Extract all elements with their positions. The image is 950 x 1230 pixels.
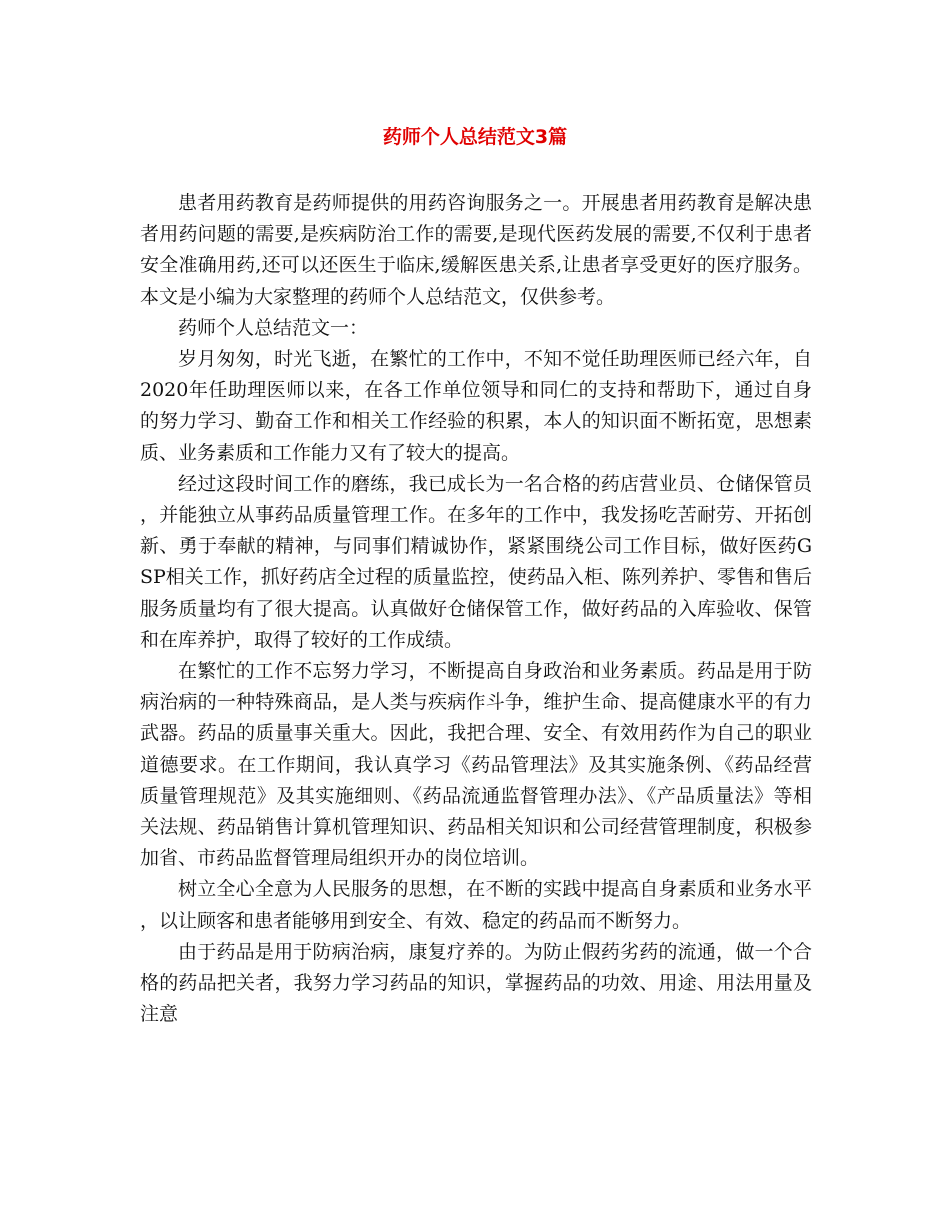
document-body [140, 188, 812, 1030]
paragraph-body: 岁月匆匆，时光飞逝，在繁忙的工作中，不知不觉任助理医师已经六年，自2020年任助理医师以来，在各工作单位领导和同仁的支持和帮助下，通过自身的努力学习、勤奋工作和相关工作经验的积累，本人的知识面不断拓宽，思想素质、业务素质和工作能力又有了较大的提高。 [140, 348, 812, 464]
document-title: 药师个人总结范文3篇 [382, 126, 568, 148]
paragraph-section-heading: 药师个人总结范文一： [178, 316, 369, 339]
paragraph-body: 在繁忙的工作不忘努力学习，不断提高自身政治和业务素质。药品是用于防病治病的一种特殊商品，是人类与疾病作斗争，维护生命、提高健康水平的有力武器。药品的质量事关重大。因此，我把合理、安全、有效用药作为自己的职业道德要求。在工作期间，我认真学习《药品管理法》及其实施条例、《药品经营质量管理规范》及其实施细则、《药品流通监督管理办法》、《产品质量法》等相关法规、药品销售计算机管理知识、药品相关知识和公司经营管理制度，积极参加省、市药品监督管理局组织开办的岗位培训。 [140, 660, 812, 870]
paragraph-body: 经过这段时间工作的磨练，我已成长为一名合格的药店营业员、仓储保管员，并能独立从事药品质量管理工作。在多年的工作中，我发扬吃苦耐劳、开拓创新、勇于奉献的精神，与同事们精诚协作，紧紧围绕公司工作目标，做好医药GSP相关工作，抓好药店全过程的质量监控，使药品入柜、陈列养护、零售和售后服务质量均有了很大提高。认真做好仓储保管工作，做好药品的入库验收、保管和在库养护，取得了较好的工作成绩。 [140, 472, 812, 651]
paragraph-body: 树立全心全意为人民服务的思想，在不断的实践中提高自身素质和业务水平，以让顾客和患者能够用到安全、有效、稳定的药品而不断努力。 [140, 878, 812, 932]
paragraph-intro: 患者用药教育是药师提供的用药咨询服务之一。开展患者用药教育是解决患者用药问题的需要,是疾病防治工作的需要,是现代医药发展的需要,不仅利于患者安全准确用药,还可以还医生于临床,缓解医患关系,让患者享受更好的医疗服务。本文是小编为大家整理的药师个人总结范文，仅供参考。 [140, 192, 812, 308]
paragraph-body: 由于药品是用于防病治病，康复疗养的。为防止假药劣药的流通，做一个合格的药品把关者，我努力学习药品的知识，掌握药品的功效、用途、用法用量及注意 [140, 940, 812, 1026]
